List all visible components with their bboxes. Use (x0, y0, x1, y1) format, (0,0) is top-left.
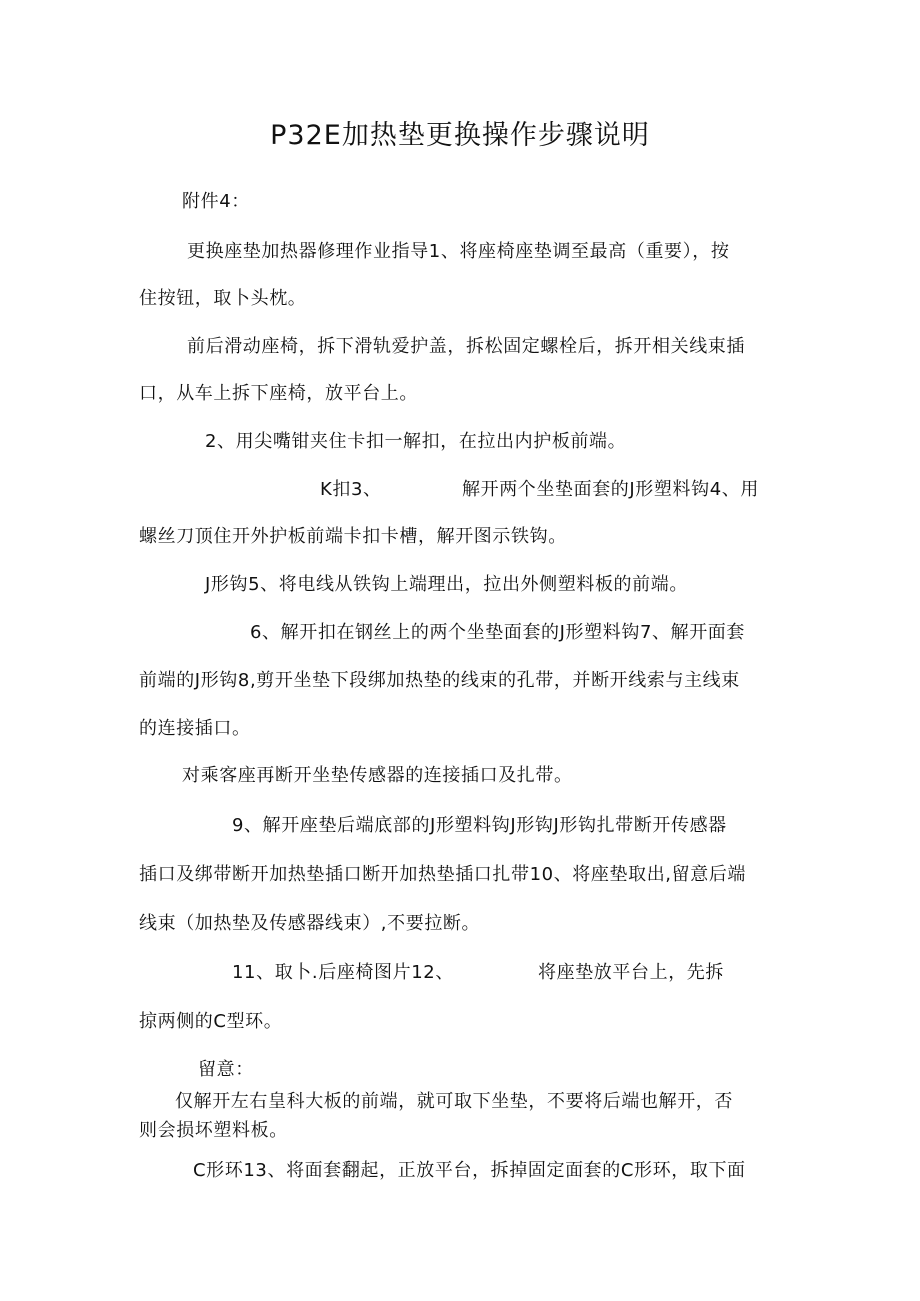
paragraph-line: 线束（加热垫及传感器线束）,不要拉断。 (139, 913, 481, 934)
paragraph-line: 解开两个坐垫面套的J形塑料钩4、用 (462, 479, 759, 500)
paragraph-line: 前端的J形钩8,剪开坐垫下段绑加热垫的线束的孔带，并断开线索与主线束 (139, 670, 740, 691)
document-title: P32E加热垫更换操作步骤说明 (270, 120, 650, 151)
paragraph-line: 仅解开左右皇科大板的前端，就可取下坐垫，不要将后端也解开，否 (175, 1091, 733, 1112)
paragraph-line: 则会损坏塑料板。 (139, 1120, 288, 1141)
paragraph-line: 住按钮，取卜头枕。 (139, 288, 307, 309)
paragraph-line: 9、解开座垫后端底部的J形塑料钩J形钩J形钩扎带断开传感器 (232, 815, 727, 836)
paragraph-line: 螺丝刀顶住开外护板前端卡扣卡槽，解开图示铁钩。 (139, 526, 567, 547)
paragraph-line: 前后滑动座椅，拆下滑轨爱护盖，拆松固定螺栓后，拆开相关线束插 (187, 336, 745, 357)
paragraph-line: 6、解开扣在钢丝上的两个坐垫面套的J形塑料钩7、解开面套 (250, 622, 746, 643)
paragraph-line: J形钩5、将电线从铁钩上端理出，拉出外侧塑料板的前端。 (205, 574, 688, 595)
paragraph-line: K扣3、 (320, 479, 382, 500)
paragraph-line: C形环13、将面套翻起，正放平台，拆掉固定面套的C形环，取下面 (193, 1160, 746, 1181)
note-label: 留意： (198, 1059, 254, 1080)
paragraph-line: 插口及绑带断开加热垫插口断开加热垫插口扎带10、将座垫取出,留意后端 (139, 864, 747, 885)
paragraph-line: 口，从车上拆下座椅，放平台上。 (139, 383, 418, 404)
paragraph-line: 的连接插口。 (139, 718, 251, 739)
paragraph-line: 更换座垫加热器修理作业指导1、将座椅座垫调至最高（重要），按 (187, 241, 730, 262)
paragraph-line: 掠两侧的C型环。 (139, 1011, 283, 1032)
attachment-label: 附件4： (182, 191, 250, 212)
paragraph-line: 对乘客座再断开坐垫传感器的连接插口及扎带。 (182, 765, 573, 786)
paragraph-line: 将座垫放平台上，先拆 (538, 962, 724, 983)
paragraph-line: 11、取卜.后座椅图片12、 (232, 962, 454, 983)
paragraph-line: 2、用尖嘴钳夹住卡扣一解扣，在拉出内护板前端。 (205, 431, 627, 452)
